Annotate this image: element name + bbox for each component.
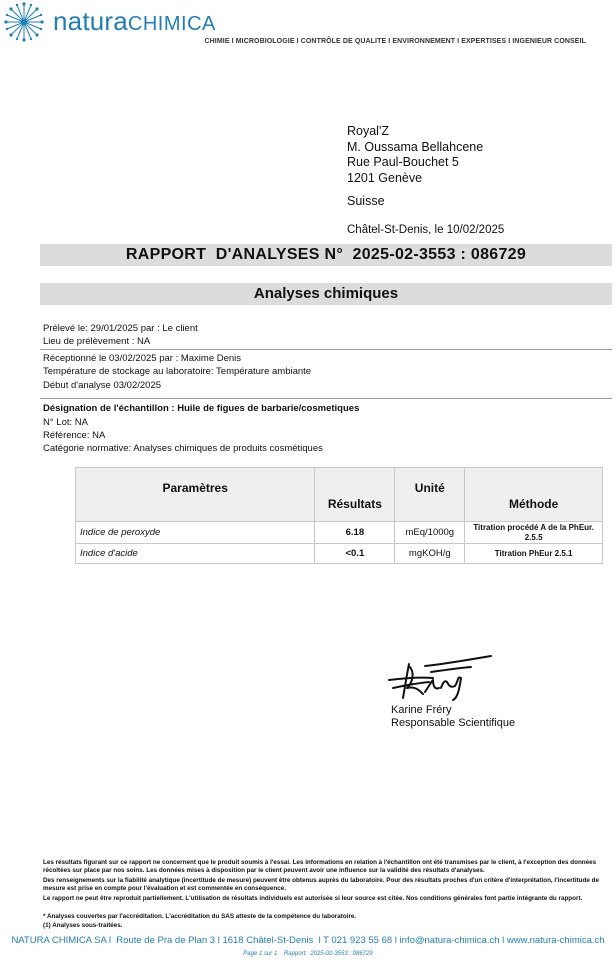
header-unite: Unité: [395, 468, 465, 522]
sampling-taken: Prélevé le: 29/01/2025 par : Le client: [43, 323, 198, 334]
table-header-row: [76, 468, 603, 522]
natura-chimica-logo-icon: [4, 2, 44, 42]
section-title: Analyses chimiques: [40, 283, 612, 305]
disclaimer-uncertainty: Des renseignements sur la fiabilité analytique (incertitude de mesure) peuvent être obtenus auprès du laboratoire. Pour des résultats proches d'un critère d'interprétation, l'incertitude de mesure est prise en compte pour l'évaluation et est commentée en conséquence.: [43, 877, 599, 893]
company-logo: [53, 6, 216, 37]
signatory-title: Responsable Scientifique: [391, 717, 516, 729]
disclaimer-validity: Les résultats figurant sur ce rapport ne concernent que le produit soumis à l'essai. Les informations en relation à l'échantillon ont été transmises par le client, à l'exception des données récoltées sur place par nos soins. Les données mises à disposition par le client peuvent avoir une influence sur la validité des résultats d'analyses.: [43, 859, 597, 875]
header-methode: Méthode: [465, 468, 603, 522]
row-result: 6.18: [315, 522, 395, 544]
reception-start: Début d'analyse 03/02/2025: [43, 380, 162, 391]
reception-storage: Température de stockage au laboratoire: Température ambiante: [43, 366, 312, 377]
recipient-company: Royal'Z: [347, 124, 389, 138]
header-parametres: Paramètres: [76, 468, 315, 522]
row-method: Titration procédé A de la PhEur. 2.5.5: [465, 522, 603, 544]
logo-light-text: CHIMICA: [127, 13, 216, 35]
report-title: RAPPORT D'ANALYSES N° 2025-02-3553 : 086729: [40, 244, 612, 266]
row-unit: mEq/1000g: [395, 522, 465, 544]
sample-lot: N° Lot: NA: [43, 417, 88, 428]
handwritten-signature: [385, 652, 495, 702]
sample-reference: Référence: NA: [43, 430, 106, 441]
sampling-location: Lieu de prélèvement : NA: [43, 336, 151, 347]
row-parameter: Indice d'acide: [76, 544, 315, 564]
table-row: [76, 522, 603, 544]
disclaimer-subcontracted: (1) Analyses sous-traitées.: [43, 922, 123, 929]
results-table: [75, 467, 603, 564]
header-tagline: CHIMIE I MICROBIOLOGIE I CONTRÔLE DE QUALITE I ENVIRONNEMENT I EXPERTISES I INGENIEUR CONSEIL: [204, 38, 586, 45]
divider: [40, 349, 612, 350]
row-result: <0.1: [315, 544, 395, 564]
recipient-name: M. Oussama Bellahcene: [347, 140, 484, 154]
row-parameter: Indice de peroxyde: [76, 522, 315, 544]
row-method: Titration PhEur 2.5.1: [465, 544, 603, 564]
reception-received: Réceptionné le 03/02/2025 par : Maxime Denis: [43, 353, 242, 364]
footer-contact: NATURA CHIMICA SA l Route de Pra de Plan 3 l 1618 Châtel-St-Denis l T 021 923 55 68 l info@natura-chimica.ch l www.natura-chimica.ch: [11, 935, 605, 946]
header-resultats: Résultats: [315, 468, 395, 522]
divider: [40, 398, 612, 399]
recipient-street: Rue Paul-Bouchet 5: [347, 155, 459, 169]
recipient-country: Suisse: [347, 194, 385, 208]
recipient-city: 1201 Genève: [347, 171, 423, 185]
row-unit: mgKOH/g: [395, 544, 465, 564]
page-number: Page 1 sur 1 Rapport: 2025-02-3553 : 086729: [243, 951, 373, 957]
place-date: Châtel-St-Denis, le 10/02/2025: [347, 224, 505, 236]
disclaimer-reproduction: Le rapport ne peut être reproduit partiellement. L'utilisation de résultats individuels est autorisée si leur source est citée. Nos conditions générales font partie intégrante du rapport.: [43, 895, 583, 902]
table-row: [76, 544, 603, 564]
logo-bold-text: natura: [53, 6, 128, 36]
sample-designation: Désignation de l'échantillon : Huile de figues de barbarie/cosmetiques: [43, 403, 360, 414]
disclaimer-accreditation: * Analyses couvertes par l'accréditation. L'accréditation du SAS atteste de la compétence du laboratoire.: [43, 913, 357, 920]
sample-category: Catégorie normative: Analyses chimiques de produits cosmétiques: [43, 443, 323, 454]
signatory-name: Karine Fréry: [391, 704, 452, 716]
